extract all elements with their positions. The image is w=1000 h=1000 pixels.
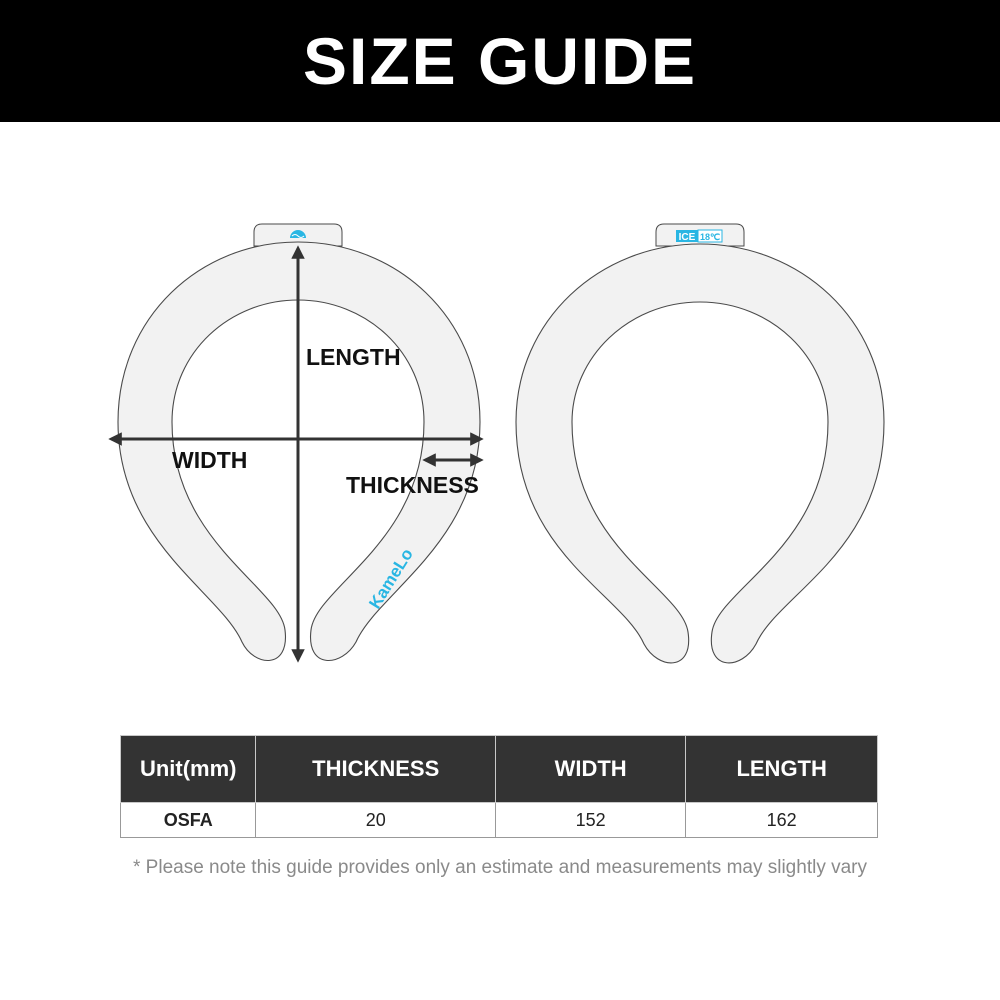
ring-back-view bbox=[516, 224, 884, 663]
size-table bbox=[120, 735, 878, 838]
thickness-label: THICKNESS bbox=[346, 472, 479, 498]
header-bar bbox=[0, 0, 1000, 122]
diagram-canvas bbox=[0, 122, 1000, 712]
column-header-thickness: THICKNESS bbox=[256, 736, 495, 803]
temperature-badge bbox=[676, 230, 722, 243]
table-row bbox=[121, 803, 878, 838]
cell-thickness: 20 bbox=[256, 803, 495, 838]
badge-temp-text: 18℃ bbox=[699, 232, 721, 242]
size-diagram bbox=[0, 122, 1000, 712]
column-header-unit: Unit(mm) bbox=[121, 736, 256, 803]
row-size-label: OSFA bbox=[121, 803, 256, 838]
cell-length: 162 bbox=[686, 803, 878, 838]
cell-width: 152 bbox=[495, 803, 685, 838]
length-label: LENGTH bbox=[306, 344, 401, 370]
width-label: WIDTH bbox=[172, 447, 248, 473]
disclaimer-note: * Please note this guide provides only an estimate and measurements may slightly vary bbox=[133, 857, 867, 878]
table-header-row bbox=[121, 736, 878, 803]
ring-body bbox=[516, 244, 884, 663]
brand-logo: KameLo bbox=[365, 545, 417, 613]
page-title: SIZE GUIDE bbox=[302, 24, 698, 98]
column-header-width: WIDTH bbox=[495, 736, 685, 803]
column-header-length: LENGTH bbox=[686, 736, 878, 803]
badge-ice-text: ICE bbox=[678, 232, 696, 243]
